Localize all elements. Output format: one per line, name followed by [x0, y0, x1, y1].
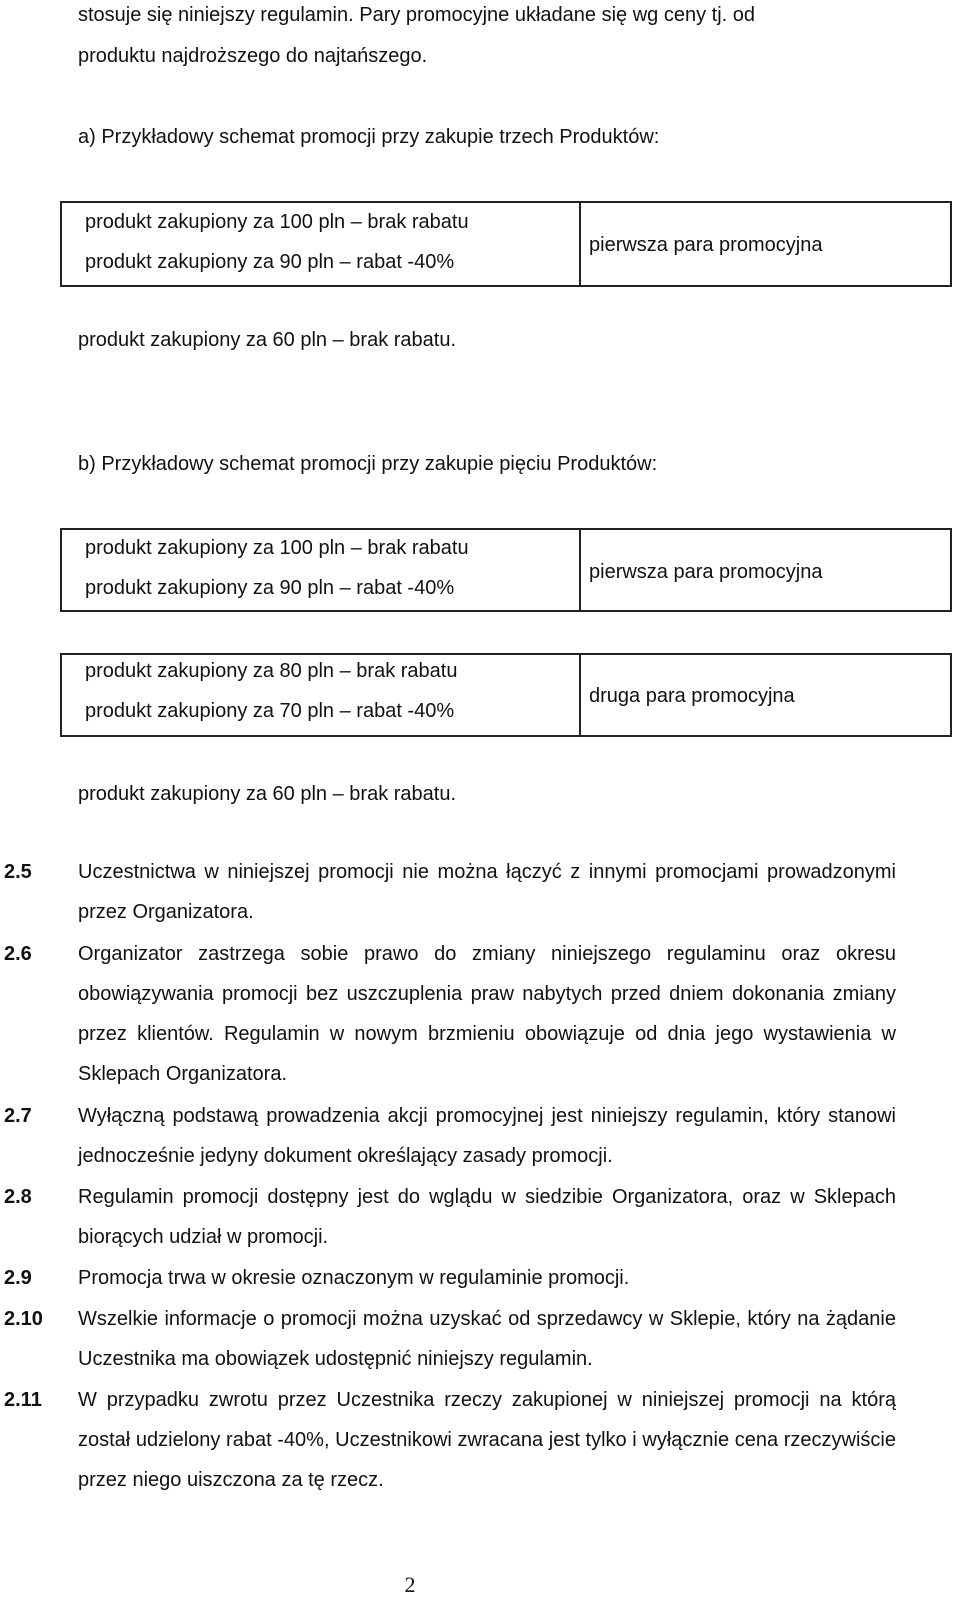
clause-number: 2.8	[4, 1186, 32, 1208]
page-number: 2	[404, 1572, 416, 1597]
intro-line-1: stosuje się niniejszy regulamin. Pary promocyjne układane się wg ceny tj. od	[78, 4, 756, 26]
product-row: produkt zakupiony za 80 pln – brak rabatu	[85, 660, 458, 682]
promo-pair-products	[62, 530, 581, 610]
promo-pair-table-b1	[60, 528, 952, 612]
clause-number: 2.6	[4, 943, 32, 965]
promo-pair-table-b2	[60, 653, 952, 737]
product-row: produkt zakupiony za 90 pln – rabat -40%	[85, 577, 455, 599]
clause-number: 2.7	[4, 1105, 32, 1127]
product-row: produkt zakupiony za 90 pln – rabat -40%	[85, 251, 455, 273]
clause-number: 2.5	[4, 861, 32, 883]
section-b-tail: produkt zakupiony za 60 pln – brak rabatu.	[78, 783, 457, 805]
section-a-tail: produkt zakupiony za 60 pln – brak rabatu.	[78, 329, 457, 351]
clause-number: 2.11	[4, 1389, 42, 1411]
section-a-heading: a) Przykładowy schemat promocji przy zakupie trzech Produktów:	[78, 126, 660, 148]
clause-text: Uczestnictwa w niniejszej promocji nie można łączyć z innymi promocjami prowadzonymi przez Organizatora.	[78, 861, 896, 923]
promo-pair-label-cell	[581, 203, 950, 285]
clause-text: Regulamin promocji dostępny jest do wglądu w siedzibie Organizatora, oraz w Sklepach biorących udział w promocji.	[78, 1186, 896, 1248]
clause-number: 2.9	[4, 1267, 32, 1289]
promo-pair-label: druga para promocyjna	[589, 685, 795, 707]
promo-pair-label: pierwsza para promocyjna	[589, 561, 823, 583]
promo-pair-table-a1	[60, 201, 952, 287]
product-row: produkt zakupiony za 70 pln – rabat -40%	[85, 700, 455, 722]
promo-pair-products	[62, 655, 581, 735]
clause-text: Wszelkie informacje o promocji można uzyskać od sprzedawcy w Sklepie, który na żądanie Uczestnika ma obowiązek udostępnić niniejszy regulamin.	[78, 1308, 896, 1370]
intro-line-2: produktu najdroższego do najtańszego.	[78, 45, 428, 67]
clause-text: Wyłączną podstawą prowadzenia akcji promocyjnej jest niniejszy regulamin, który stanowi jednocześnie jedyny dokument określający zasady promocji.	[78, 1105, 896, 1167]
promo-pair-label-cell	[581, 530, 950, 610]
promo-pair-products	[62, 203, 581, 285]
product-row: produkt zakupiony za 100 pln – brak rabatu	[85, 211, 469, 233]
product-row: produkt zakupiony za 100 pln – brak rabatu	[85, 537, 469, 559]
clause-text: Organizator zastrzega sobie prawo do zmiany niniejszego regulaminu oraz okresu obowiązywania promocji bez uszczuplenia praw nabytych przed dniem dokonania zmiany przez klientów. Regulamin w nowym brzmieniu obowiązuje od dnia jego wystawienia w Sklepach Organizatora.	[78, 943, 896, 1085]
clause-number: 2.10	[4, 1308, 43, 1330]
promo-pair-label-cell	[581, 655, 950, 735]
clause-text: W przypadku zwrotu przez Uczestnika rzeczy zakupionej w niniejszej promocji na którą został udzielony rabat -40%, Uczestnikowi zwracana jest tylko i wyłącznie cena rzeczywiście przez niego uiszczona za tę rzecz.	[78, 1389, 896, 1491]
clause-text: Promocja trwa w okresie oznaczonym w regulaminie promocji.	[78, 1267, 630, 1289]
section-b-heading: b) Przykładowy schemat promocji przy zakupie pięciu Produktów:	[78, 453, 658, 475]
promo-pair-label: pierwsza para promocyjna	[589, 234, 823, 256]
